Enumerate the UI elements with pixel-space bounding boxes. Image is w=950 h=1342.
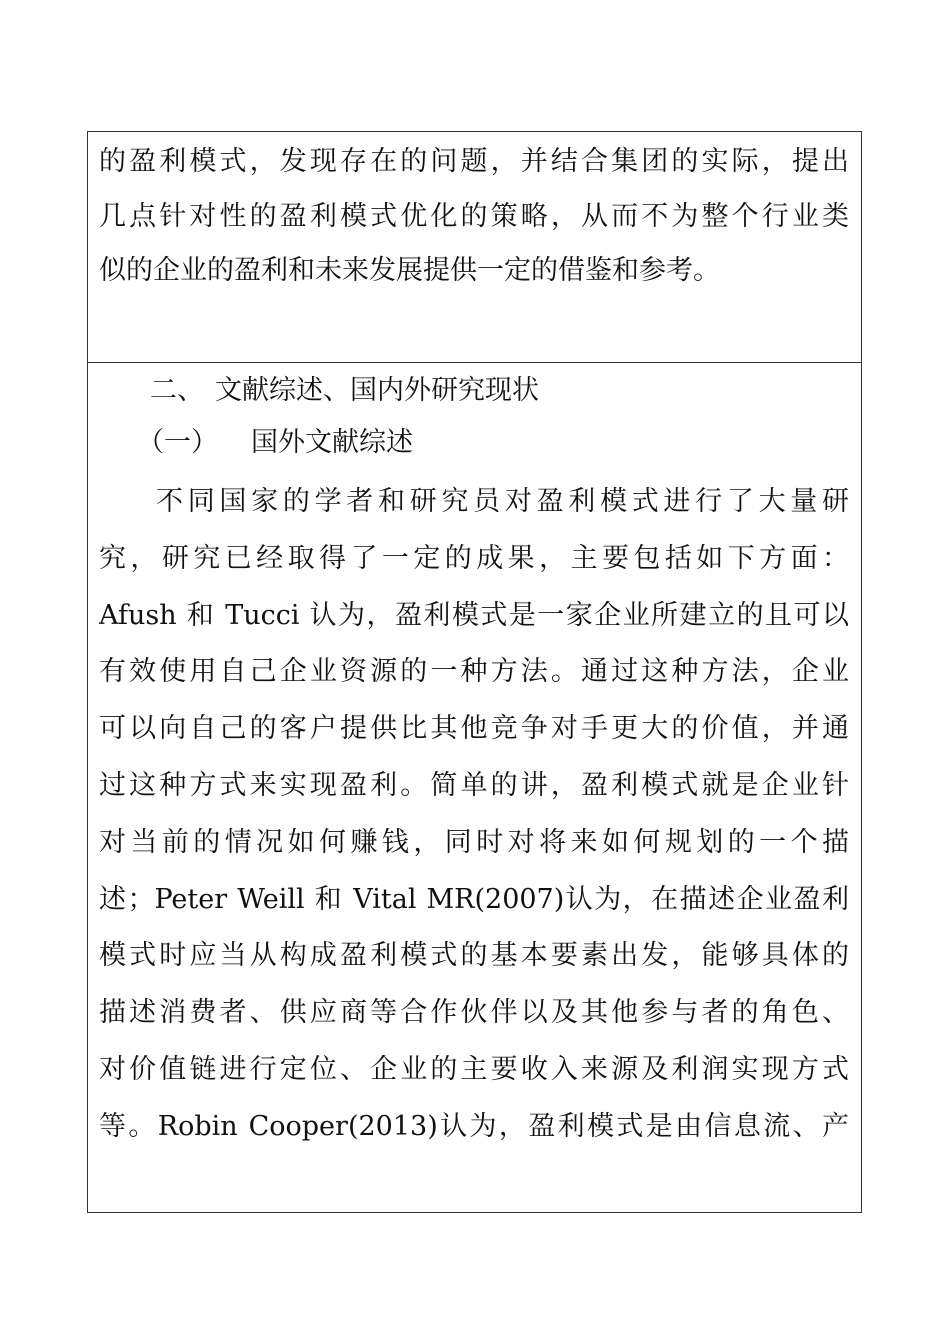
table-cell-literature-review bbox=[88, 363, 861, 1212]
section-heading-title: 文献综述、国内外研究现状 bbox=[215, 375, 539, 406]
paragraph-line: 几点针对性的盈利模式优化的策略，从而不为整个行业类 bbox=[99, 200, 849, 232]
paragraph-line: 对价值链进行定位、企业的主要收入来源及利润实现方式 bbox=[99, 1053, 849, 1085]
paragraph-line: 描述消费者、供应商等合作伙伴以及其他参与者的角色、 bbox=[99, 997, 849, 1029]
subsection-heading-number: （一） bbox=[137, 427, 218, 458]
paragraph-line: 过这种方式来实现盈利。简单的讲，盈利模式就是企业针 bbox=[99, 769, 849, 801]
paragraph-line: 不同国家的学者和研究员对盈利模式进行了大量研 bbox=[156, 486, 849, 517]
paragraph-line: 的盈利模式，发现存在的问题，并结合集团的实际，提出 bbox=[99, 146, 849, 177]
paragraph-line: 似的企业的盈利和未来发展提供一定的借鉴和参考。 bbox=[99, 255, 720, 286]
section-heading bbox=[99, 363, 849, 415]
paragraph-body bbox=[99, 474, 849, 1156]
document-table bbox=[87, 131, 862, 1213]
subsection-heading bbox=[99, 415, 849, 471]
subsection-heading-title: 国外文献综述 bbox=[251, 427, 413, 458]
paragraph-line: 对当前的情况如何赚钱，同时对将来如何规划的一个描 bbox=[99, 826, 849, 858]
paragraph-line: 有效使用自己企业资源的一种方法。通过这种方法，企业 bbox=[99, 656, 849, 688]
paragraph-line: 等。Robin Cooper(2013)认为，盈利模式是由信息流、产 bbox=[99, 1110, 849, 1142]
paragraph-line: 述；Peter Weill 和 Vital MR(2007)认为，在描述企业盈利 bbox=[99, 883, 849, 915]
table-cell-intro bbox=[88, 135, 861, 363]
paragraph-line: 究，研究已经取得了一定的成果，主要包括如下方面： bbox=[99, 542, 849, 574]
section-heading-number: 二、 bbox=[150, 375, 204, 406]
paragraph-line: 模式时应当从构成盈利模式的基本要素出发，能够具体的 bbox=[99, 940, 849, 972]
paragraph-line: 可以向自己的客户提供比其他竞争对手更大的价值，并通 bbox=[99, 713, 849, 745]
paragraph-line: Afush 和 Tucci 认为，盈利模式是一家企业所建立的且可以 bbox=[99, 599, 849, 631]
